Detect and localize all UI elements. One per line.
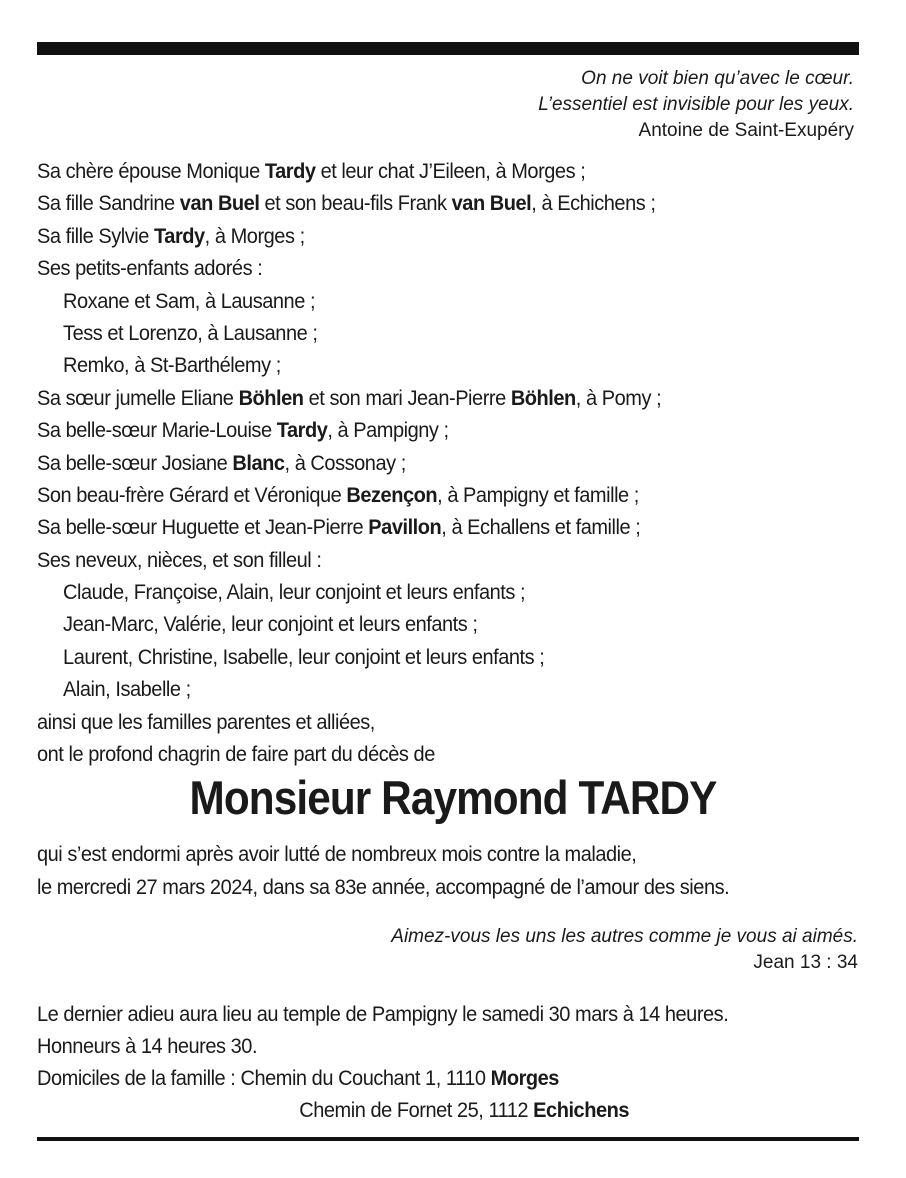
family-surname: Tardy — [264, 159, 316, 183]
family-line — [37, 608, 661, 640]
family-text: Sa sœur jumelle Eliane — [37, 385, 239, 410]
family-line — [37, 576, 661, 608]
family-text: Claude, Françoise, Alain, leur conjoint et leurs enfants ; — [63, 580, 526, 605]
family-address-1 — [37, 1062, 728, 1094]
family-line — [37, 220, 661, 252]
family-line — [37, 317, 661, 349]
family-text: et son beau-fils Frank — [259, 191, 452, 216]
family-text: , à Pampigny et famille ; — [437, 482, 639, 507]
family-text: Remko, à St-Barthélemy ; — [63, 353, 281, 378]
family-line — [37, 479, 661, 511]
family-text: et son mari Jean-Pierre — [303, 385, 511, 410]
family-text: Sa fille Sandrine — [37, 191, 180, 216]
verse-text: Aimez-vous les uns les autres comme je vous ai aimés. — [391, 926, 858, 947]
family-text: Alain, Isabelle ; — [63, 677, 191, 702]
family-list — [37, 155, 661, 770]
family-text: Jean-Marc, Valérie, leur conjoint et leurs enfants ; — [63, 612, 478, 637]
family-surname: van Buel — [451, 191, 532, 216]
epigraph-line: On ne voit bien qu’avec le cœur. — [581, 68, 854, 89]
family-text: et leur chat J’Eileen, à Morges ; — [315, 159, 586, 183]
family-surname: Tardy — [276, 418, 328, 443]
ceremony-info — [37, 998, 728, 1126]
family-text: ainsi que les familles parentes et alliées, — [37, 709, 375, 734]
ceremony-line: Honneurs à 14 heures 30. — [37, 1034, 258, 1058]
family-text: Roxane et Sam, à Lausanne ; — [63, 288, 316, 313]
death-details-line: le mercredi 27 mars 2024, dans sa 83e année, accompagné de l’amour des siens. — [37, 875, 730, 899]
epigraph-saint-exupery — [538, 66, 854, 144]
verse-reference: Jean 13 : 34 — [753, 952, 858, 973]
family-surname: Böhlen — [510, 385, 576, 410]
family-address-2 — [37, 1094, 728, 1126]
death-details-line: qui s’est endormi après avoir lutté de nombreux mois contre la maladie, — [37, 842, 637, 866]
family-line — [37, 382, 661, 414]
family-line — [37, 706, 661, 738]
epigraph-bible-verse — [391, 924, 858, 976]
family-surname: Blanc — [232, 450, 285, 475]
family-surname: Bezençon — [346, 482, 438, 507]
family-line — [37, 349, 661, 381]
family-text: Sa chère épouse Monique — [37, 159, 265, 183]
epigraph-author: Antoine de Saint-Exupéry — [638, 120, 854, 141]
family-text: Sa fille Sylvie — [37, 223, 155, 248]
family-line — [37, 285, 661, 317]
family-text: Son beau-frère Gérard et Véronique — [37, 482, 347, 507]
family-text: Laurent, Christine, Isabelle, leur conjoint et leurs enfants ; — [63, 644, 545, 669]
family-text: Ses neveux, nièces, et son filleul : — [37, 547, 322, 572]
family-surname: van Buel — [179, 191, 260, 216]
family-line — [37, 544, 661, 576]
address-city: Morges — [490, 1066, 559, 1090]
family-line — [37, 414, 661, 446]
family-line — [37, 738, 661, 770]
address-text: Domiciles de la famille : Chemin du Couchant 1, 1110 — [37, 1066, 491, 1090]
family-text: Ses petits-enfants adorés : — [37, 256, 263, 281]
family-text: Sa belle-sœur Marie-Louise — [37, 418, 277, 443]
family-text: , à Morges ; — [204, 223, 305, 248]
family-line — [37, 641, 661, 673]
family-text: , à Echallens et famille ; — [441, 515, 641, 540]
family-surname: Böhlen — [238, 385, 304, 410]
address-city: Echichens — [533, 1098, 630, 1122]
bottom-rule — [37, 1137, 859, 1141]
family-line — [37, 673, 661, 705]
family-surname: Pavillon — [368, 515, 442, 540]
family-text: ont le profond chagrin de faire part du décès de — [37, 742, 435, 767]
family-text: Sa belle-sœur Huguette et Jean-Pierre — [37, 515, 369, 540]
family-surname: Tardy — [154, 223, 205, 248]
family-text: , à Cossonay ; — [284, 450, 406, 475]
top-rule — [37, 42, 859, 55]
family-text: , à Pampigny ; — [327, 418, 449, 443]
family-text: Sa belle-sœur Josiane — [37, 450, 233, 475]
family-line — [37, 511, 661, 543]
family-line — [37, 447, 661, 479]
family-text: Tess et Lorenzo, à Lausanne ; — [63, 320, 318, 345]
epigraph-line: L’essentiel est invisible pour les yeux. — [538, 94, 854, 115]
ceremony-line: Le dernier adieu aura lieu au temple de Pampigny le samedi 30 mars à 14 heures. — [37, 1002, 729, 1026]
address-text: Chemin de Fornet 25, 1112 — [299, 1098, 534, 1122]
deceased-name: Monsieur Raymond TARDY — [189, 771, 717, 824]
death-details — [37, 838, 729, 904]
family-text: , à Pomy ; — [575, 385, 662, 410]
family-line — [37, 155, 661, 187]
family-text: , à Echichens ; — [531, 191, 656, 216]
family-line — [37, 187, 661, 219]
family-line — [37, 252, 661, 284]
